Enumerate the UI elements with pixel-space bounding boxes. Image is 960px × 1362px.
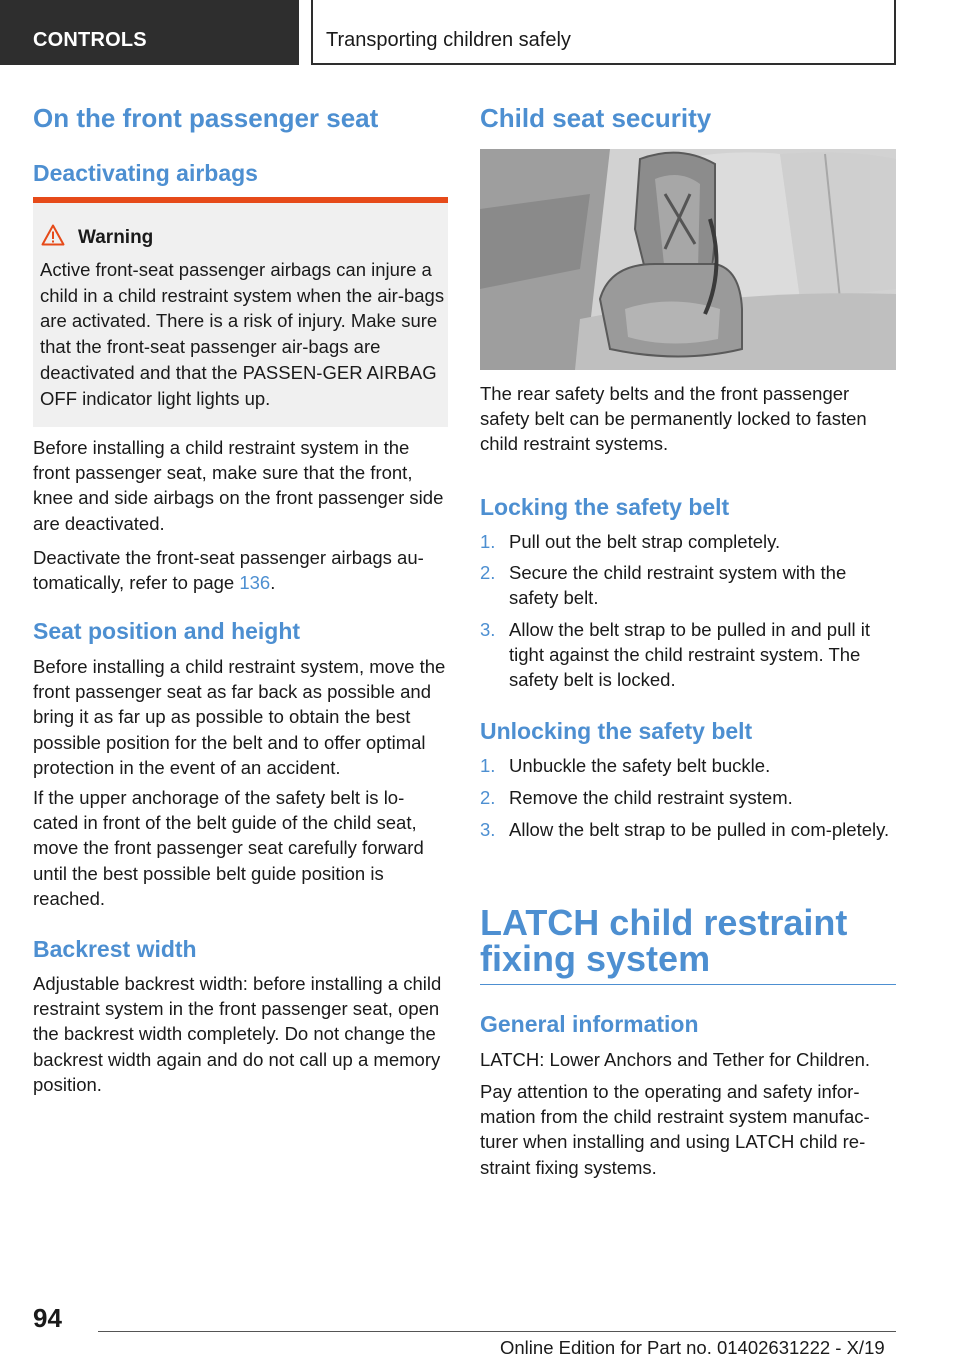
step-text: Secure the child restraint system with the safety belt. <box>509 562 847 609</box>
paragraph-deactivate <box>33 545 448 595</box>
heading-seat-position: Seat position and height <box>33 618 301 644</box>
warning-title: Warning <box>78 227 154 248</box>
paragraph-before-installing: Before installing a child restraint system in the front passenger seat, make sure that the front, knee and side airbags on the front passenger side are deactivated. <box>33 437 444 534</box>
heading-general-information: General information <box>480 1011 699 1037</box>
footer-divider <box>98 1331 896 1332</box>
page-link-136[interactable]: 136 <box>239 572 271 594</box>
step-text: Remove the child restraint system. <box>509 787 793 808</box>
heading-front-passenger-seat: On the front passenger seat <box>33 103 379 133</box>
paragraph-seat-position: Before installing a child restraint system, move the front passenger seat as far back as possible and bring it as far up as possible to obtain the best possible position for the belt and to offer optimal protection in the event of an accident. <box>33 656 446 778</box>
paragraph-backrest-width: Adjustable backrest width: before installing a child restraint system in the front passenger seat, open the backrest width completely. Do not change the backrest width again and do not call up a memory position. <box>33 973 442 1095</box>
child-seat-illustration <box>480 149 896 370</box>
warning-triangle-icon <box>41 224 65 246</box>
step-text: Unbuckle the safety belt buckle. <box>509 755 771 776</box>
footer-edition: Online Edition for Part no. 01402631222 - X/19 <box>500 1337 885 1358</box>
header-section-label: CONTROLS <box>33 29 147 51</box>
heading-latch-system: LATCH child restraint fixing system <box>480 902 848 979</box>
heading-child-seat-security: Child seat security <box>480 103 712 133</box>
heading-deactivating-airbags: Deactivating airbags <box>33 160 258 186</box>
paragraph-deactivate-end: . <box>270 572 276 594</box>
step-number: 3. <box>480 619 496 640</box>
paragraph-deactivate-text: Deactivate the front-seat passenger airbags au-tomatically, refer to page <box>33 547 424 594</box>
paragraph-latch-safety: Pay attention to the operating and safety infor-mation from the child restraint system manufac-turer when installing and using LATCH child re-straint fixing systems. <box>480 1081 870 1178</box>
paragraph-latch-definition: LATCH: Lower Anchors and Tether for Children. <box>480 1049 871 1070</box>
step-number: 1. <box>480 755 496 776</box>
heading-locking-belt: Locking the safety belt <box>480 494 730 520</box>
child-seat-photo <box>480 149 896 370</box>
heading-backrest-width: Backrest width <box>33 936 197 962</box>
step-text: Allow the belt strap to be pulled in and pull it tight against the child restraint system. The safety belt is locked. <box>509 619 870 691</box>
heading-unlocking-belt: Unlocking the safety belt <box>480 718 753 744</box>
step-text: Pull out the belt strap completely. <box>509 531 781 552</box>
step-number: 2. <box>480 562 496 583</box>
header-title: Transporting children safely <box>326 29 571 51</box>
step-number: 2. <box>480 787 496 808</box>
step-number: 1. <box>480 531 496 552</box>
step-number: 3. <box>480 819 496 840</box>
step-text: Allow the belt strap to be pulled in com-pletely. <box>509 819 890 840</box>
paragraph-upper-anchorage: If the upper anchorage of the safety belt is lo-cated in front of the belt guide of the child seat, move the front passenger seat carefully forward until the best possible belt guide position is reached. <box>33 787 424 909</box>
warning-text: Active front-seat passenger airbags can injure a child in a child restraint system when the air-bags are activated. There is a risk of injury. Make sure that the front-seat passenger air-bags are deactivated and that the PASSEN-GER AIRBAG OFF indicator light lights up. <box>40 259 445 409</box>
paragraph-belts-locked: The rear safety belts and the front passenger safety belt can be permanently locked to fasten child restraint systems. <box>480 383 867 455</box>
section-divider <box>480 984 896 985</box>
page-number: 94 <box>33 1303 62 1333</box>
